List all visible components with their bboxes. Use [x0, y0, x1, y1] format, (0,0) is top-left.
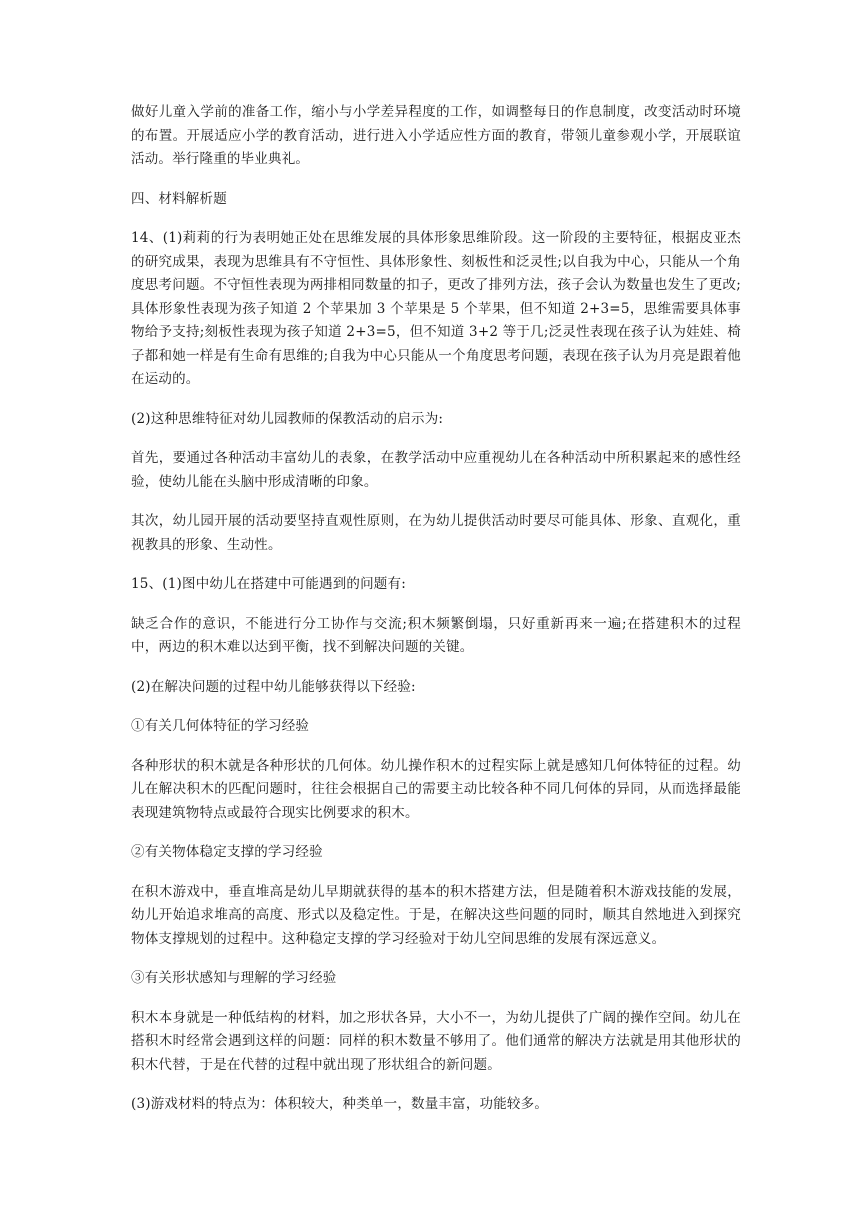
paragraph-shape: 积木本身就是一种低结构的材料，加之形状各异，大小不一，为幼儿提供了广阔的操作空间。幼儿在搭积木时经常会遇到这样的问题：同样的积木数量不够用了。他们通常的解决方法就是用其他形状的积木代替，于是在代替的过程中就出现了形状组合的新问题。 — [131, 1009, 741, 1073]
paragraph-geometry: 各种形状的积木就是各种形状的几何体。幼儿操作积木的过程实际上就是感知几何体特征的过程。幼儿在解决积木的匹配问题时，往往会根据自己的需要主动比较各种不同几何体的异同，从而选择最能表现建筑物特点或最符合现实比例要求的积木。 — [131, 757, 741, 821]
paragraph-stability: 在积木游戏中，垂直堆高是幼儿早期就获得的基本的积木搭建方法，但是随着积木游戏技能的发展，幼儿开始追求堆高的高度、形式以及稳定性。于是，在解决这些问题的同时，顺其自然地进入到探究物体支撑规划的过程中。这种稳定支撑的学习经验对于幼儿空间思维的发展有深远意义。 — [131, 883, 741, 947]
paragraph-problems: 缺乏合作的意识，不能进行分工协作与交流;积木频繁倒塌，只好重新再来一遍;在搭建积木的过程中，两边的积木难以达到平衡，找不到解决问题的关键。 — [131, 615, 741, 655]
subheading-shape: ③有关形状感知与理解的学习经验 — [131, 970, 337, 986]
paragraph-q14-part1: 14、(1)莉莉的行为表明她正处在思维发展的具体形象思维阶段。这一阶段的主要特征，根据皮亚杰的研究成果，表现为思维具有不守恒性、具体形象性、刻板性和泛灵性;以自我为中心，只能从一个角度思考问题。不守恒性表现为两排相同数量的扣子，更改了排列方法，孩子会认为数量也发生了更改;具体形象性表现为孩子知道 2 个苹果加 3 个苹果是 5 个苹果，但不知道 2+3=5，思维需要具体事物给予支持;刻板性表现为孩子知道 2+3=5，但不知道 3+2 等于几;泛灵性表现在孩子认为娃娃、椅子都和她一样是有生命有思维的;自我为中心只能从一个角度思考问题，表现在孩子认为月亮是跟着他在运动的。 — [131, 230, 741, 387]
paragraph-preparation: 做好儿童入学前的准备工作，缩小与小学差异程度的工作，如调整每日的作息制度，改变活动时环境的布置。开展适应小学的教育活动，进行进入小学适应性方面的教育，带领儿童参观小学，开展联谊活动。举行隆重的毕业典礼。 — [131, 104, 741, 167]
paragraph-q14-part2-heading: (2)这种思维特征对幼儿园教师的保教活动的启示为: — [131, 410, 444, 427]
paragraph-first: 首先，要通过各种活动丰富幼儿的表象，在教学活动中应重视幼儿在各种活动中所积累起来的感性经验，使幼儿能在头脑中形成清晰的印象。 — [131, 450, 741, 490]
paragraph-q15-part3: (3)游戏材料的特点为：体积较大，种类单一，数量丰富，功能较多。 — [131, 1096, 549, 1112]
document-page — [131, 101, 741, 1133]
section-heading-material-analysis: 四、材料解析题 — [131, 190, 227, 207]
subheading-stability: ②有关物体稳定支撑的学习经验 — [131, 844, 323, 860]
paragraph-second: 其次，幼儿园开展的活动要坚持直观性原则，在为幼儿提供活动时要尽可能具体、形象、直观化，重视教具的形象、生动性。 — [131, 513, 741, 553]
paragraph-q15-part1-heading: 15、(1)图中幼儿在搭建中可能遇到的问题有: — [131, 576, 406, 592]
paragraph-q15-part2-heading: (2)在解决问题的过程中幼儿能够获得以下经验: — [131, 678, 416, 695]
subheading-geometry: ①有关几何体特征的学习经验 — [131, 718, 310, 734]
